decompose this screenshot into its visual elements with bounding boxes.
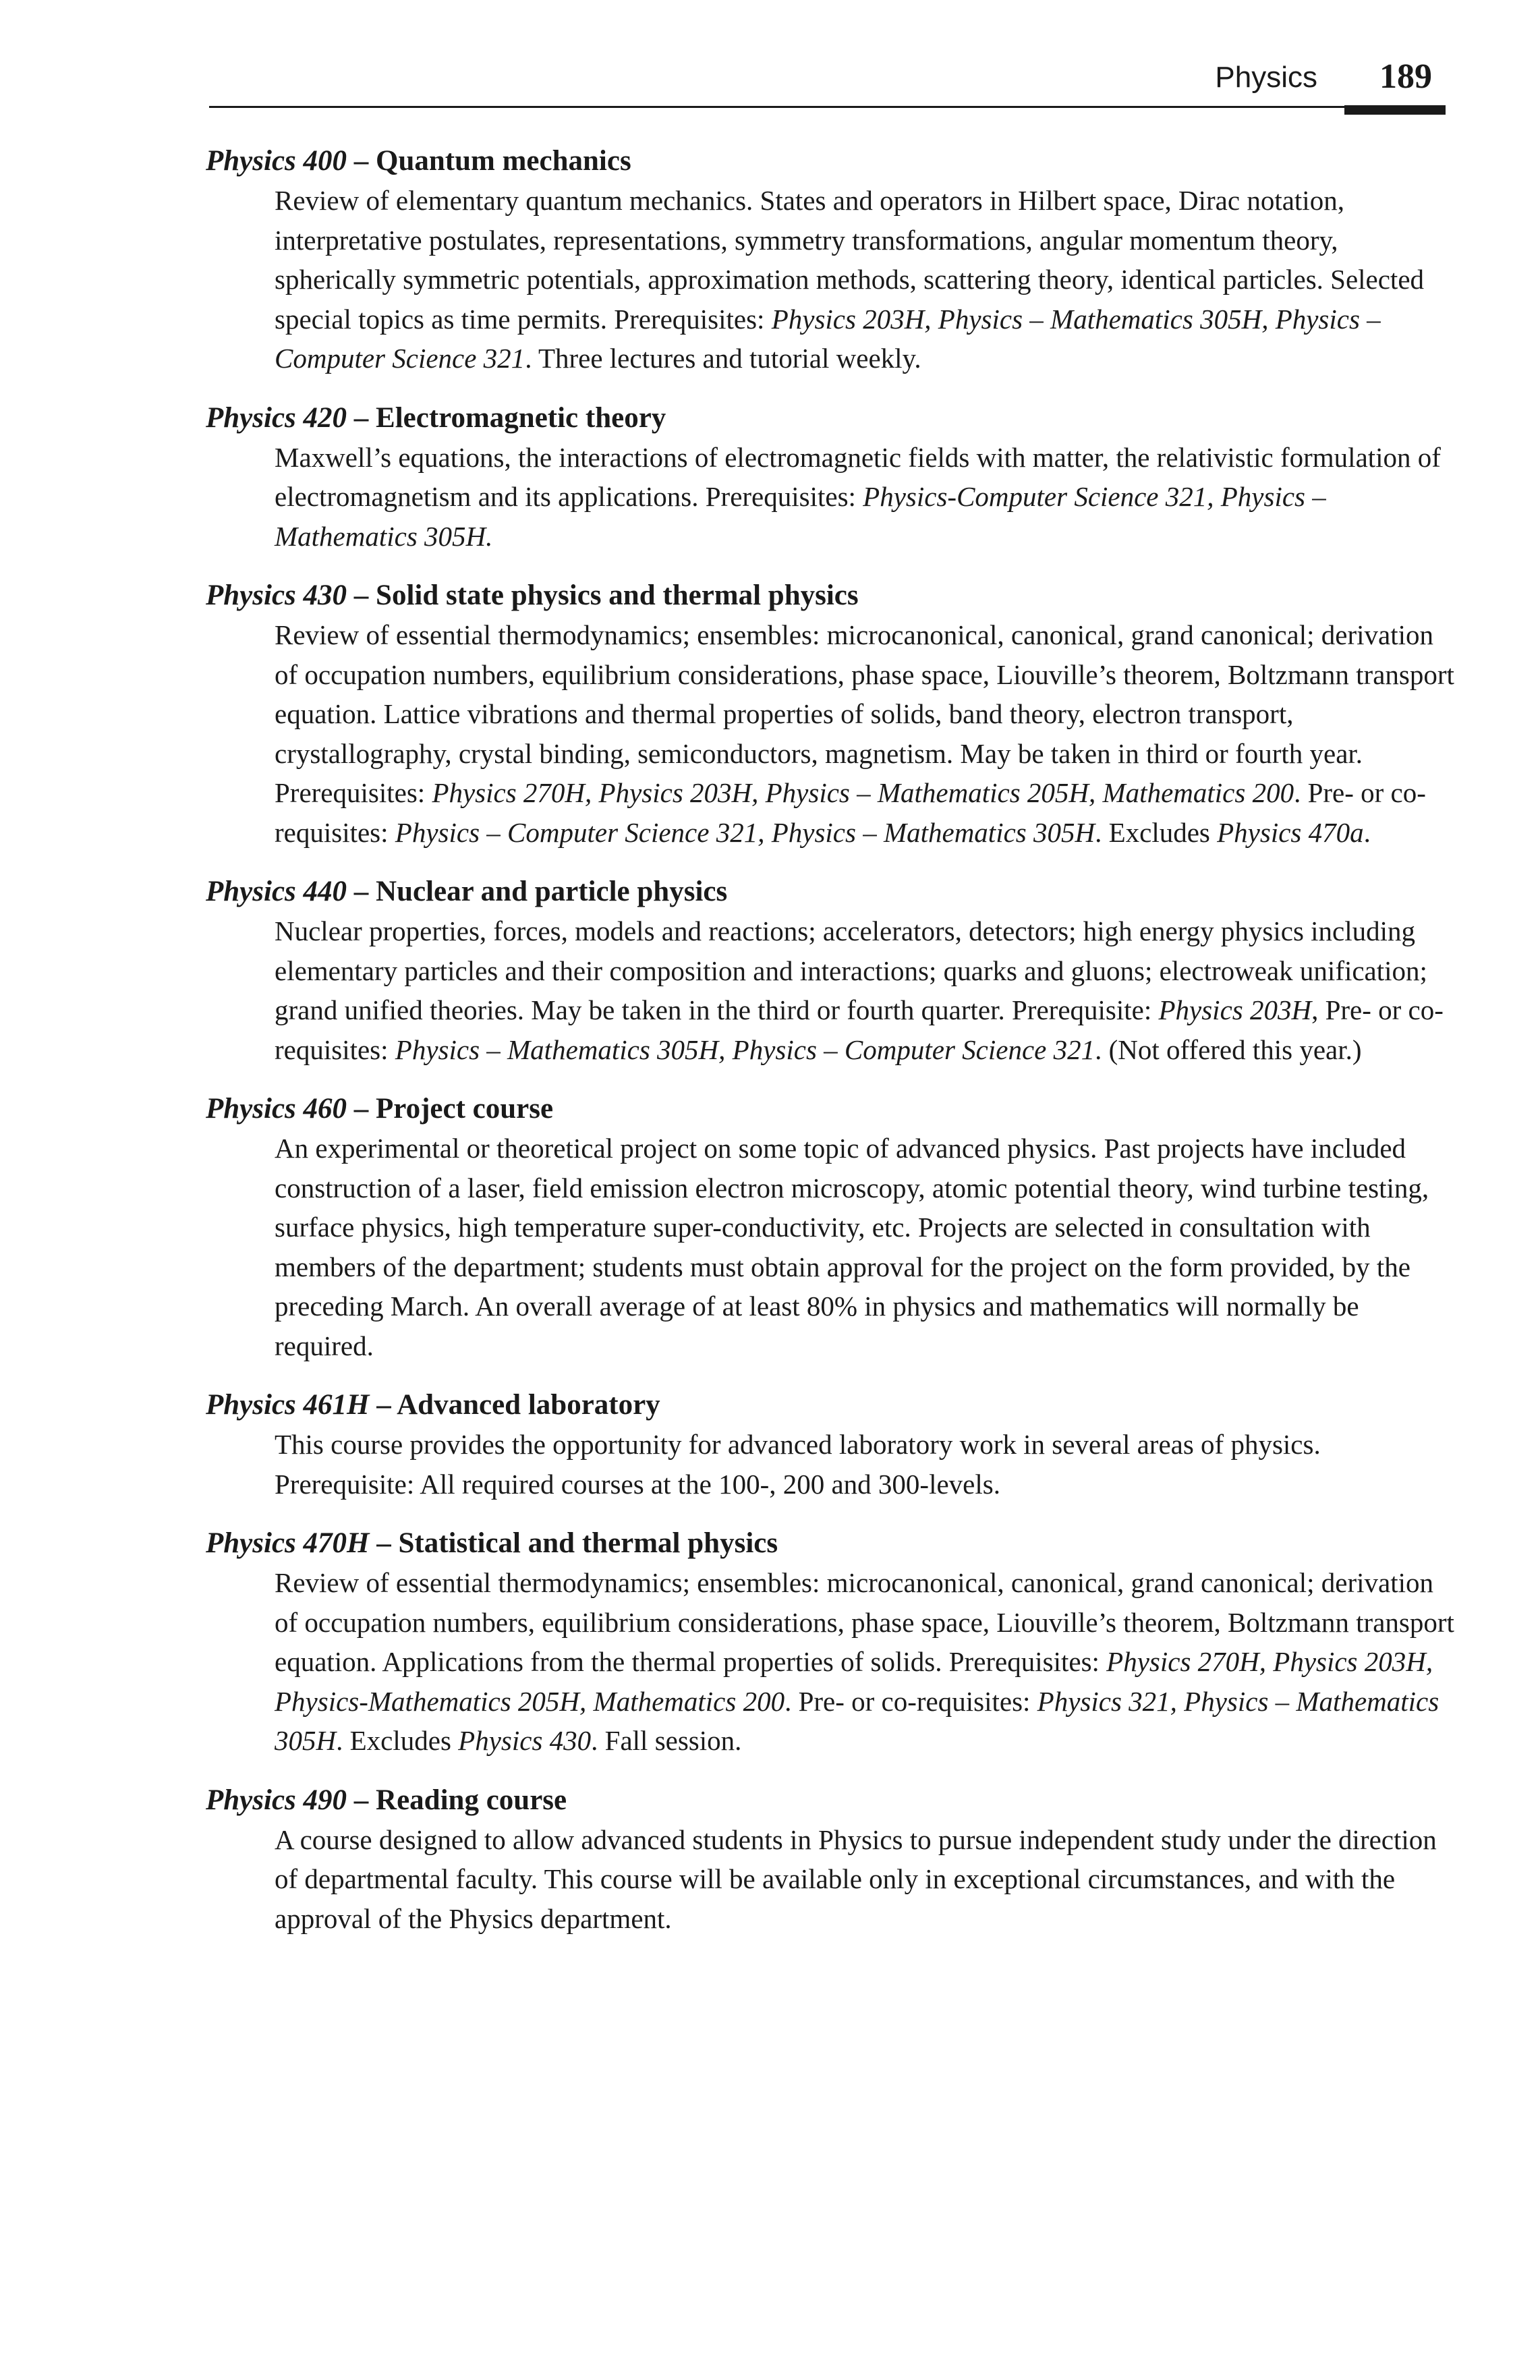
- course-reference: Physics 270H, Physics 203H, Physics-Mathematics 205H, Mathematics 200: [275, 1646, 1433, 1717]
- course-name: Solid state physics and thermal physics: [376, 579, 859, 611]
- course-title: [206, 1524, 1457, 1563]
- course-reference: Physics 203H, Physics – Mathematics 305H, Physics – Computer Science 321: [275, 303, 1381, 374]
- course-entry: [206, 142, 1457, 378]
- course-reference: Physics – Computer Science 321, Physics – Mathematics 305H: [395, 816, 1095, 848]
- course-reference: Physics 430: [458, 1725, 592, 1756]
- course-code: Physics 470H: [206, 1527, 370, 1559]
- description-text: Review of essential thermodynamics; ensembles: microcanonical, canonical, grand canonical; derivation of occupation numbers, equilibrium considerations, phase space, Liouville’s theorem, Boltzmann transport equation. Applications from the thermal properties of solids. Prerequisites:: [275, 1567, 1454, 1677]
- description-text: This course provides the opportunity for advanced laboratory work in several areas of physics. Prerequisite: All required courses at the 100-, 200 and 300-levels.: [275, 1429, 1321, 1500]
- course-code: Physics 400: [206, 145, 347, 177]
- course-reference: Physics 270H, Physics 203H, Physics – Mathematics 205H, Mathematics 200: [432, 777, 1294, 808]
- course-name: Advanced laboratory: [397, 1389, 660, 1421]
- course-entry: [206, 1781, 1457, 1939]
- description-text: . Three lectures and tutorial weekly.: [525, 343, 921, 374]
- course-description: [275, 1129, 1457, 1365]
- title-separator: –: [347, 1093, 376, 1125]
- course-code: Physics 440: [206, 876, 347, 907]
- course-entry: [206, 399, 1457, 557]
- description-text: . Pre- or co-requisites:: [275, 777, 1426, 848]
- course-entry: [206, 1386, 1457, 1504]
- title-separator: –: [347, 579, 376, 611]
- course-description: [275, 1563, 1457, 1761]
- course-title: [206, 576, 1457, 615]
- description-text: . Excludes: [1095, 816, 1218, 848]
- course-code: Physics 490: [206, 1784, 347, 1816]
- course-reference: Physics 203H: [1158, 994, 1312, 1025]
- description-text: A course designed to allow advanced students in Physics to pursue independent study under the direction of departmental faculty. This course will be available only in exceptional circumstances, and with the approval of the Physics department.: [275, 1823, 1437, 1934]
- course-title: [206, 1386, 1457, 1425]
- description-text: An experimental or theoretical project on some topic of advanced physics. Past projects have included construction of a laser, field emission electron microscopy, atomic potential theory, wind turbine testing, surface physics, high temperature super-conductivity, etc. Projects are selected in consultation with members of the department; students must obtain approval for the project on the form provided, by the preceding March. An overall average of at least 80% in physics and mathematics will normally be required.: [275, 1133, 1429, 1361]
- running-head: Physics: [1215, 61, 1317, 94]
- course-name: Project course: [376, 1093, 554, 1125]
- course-description: [275, 1425, 1457, 1504]
- description-text: .: [1363, 816, 1371, 848]
- course-name: Quantum mechanics: [376, 145, 631, 177]
- course-description: [275, 438, 1457, 557]
- description-text: Nuclear properties, forces, models and reactions; accelerators, detectors; high energy physics including elementary particles and their composition and interactions; quarks and gluons; electroweak unification; grand unified theories. May be taken in the third or fourth quarter. Prerequisite:: [275, 915, 1427, 1025]
- course-name: Statistical and thermal physics: [398, 1527, 778, 1559]
- course-title: [206, 872, 1457, 911]
- course-description: [275, 615, 1457, 852]
- course-reference: Physics 470a: [1217, 816, 1364, 848]
- description-text: . (Not offered this year.): [1095, 1033, 1362, 1065]
- title-separator: –: [347, 876, 376, 907]
- title-separator: –: [347, 145, 376, 177]
- title-separator: –: [369, 1527, 399, 1559]
- course-description: [275, 911, 1457, 1069]
- title-separator: –: [347, 401, 376, 434]
- course-title: [206, 1089, 1457, 1129]
- course-code: Physics 460: [206, 1093, 347, 1125]
- description-text: Review of elementary quantum mechanics. States and operators in Hilbert space, Dirac notation, interpretative postulates, representations, symmetry transformations, angular momentum theory, spherically symmetric potentials, approximation methods, scattering theory, identical particles. Selected special topics as time permits. Prerequisites:: [275, 185, 1425, 335]
- description-text: . Fall session.: [591, 1725, 742, 1756]
- course-entry: [206, 872, 1457, 1069]
- header-rule: [209, 106, 1446, 108]
- course-entry: [206, 1089, 1457, 1365]
- course-title: [206, 399, 1457, 438]
- course-list: [206, 142, 1457, 1958]
- page-number: 189: [1379, 57, 1432, 96]
- course-reference: Physics 321, Physics – Mathematics 305H: [275, 1685, 1439, 1756]
- course-name: Nuclear and particle physics: [376, 876, 728, 907]
- header-tab-marker: [1344, 105, 1446, 115]
- course-name: Electromagnetic theory: [376, 401, 666, 434]
- course-name: Reading course: [376, 1784, 567, 1816]
- course-reference: Physics-Computer Science 321, Physics – Mathematics 305H.: [275, 481, 1326, 552]
- description-text: . Pre- or co-requisites:: [785, 1685, 1037, 1717]
- course-description: [275, 1820, 1457, 1939]
- description-text: , Pre- or co-requisites:: [275, 994, 1444, 1065]
- course-reference: Physics – Mathematics 305H, Physics – Computer Science 321: [395, 1033, 1095, 1065]
- course-entry: [206, 576, 1457, 852]
- description-text: Maxwell’s equations, the interactions of electromagnetic fields with matter, the relativistic formulation of electromagnetism and its applications. Prerequisites:: [275, 441, 1441, 512]
- course-entry: [206, 1524, 1457, 1761]
- description-text: . Excludes: [336, 1725, 459, 1756]
- title-separator: –: [347, 1784, 376, 1816]
- course-code: Physics 430: [206, 579, 347, 611]
- course-code: Physics 461H: [206, 1389, 370, 1421]
- course-title: [206, 142, 1457, 181]
- course-title: [206, 1781, 1457, 1820]
- page-header: [209, 54, 1446, 108]
- course-code: Physics 420: [206, 401, 347, 434]
- description-text: Review of essential thermodynamics; ensembles: microcanonical, canonical, grand canonical; derivation of occupation numbers, equilibrium considerations, phase space, Liouville’s theorem, Boltzmann transport equation. Lattice vibrations and thermal properties of solids, band theory, electron transport, crystallography, crystal binding, semiconductors, magnetism. May be taken in third or fourth year. Prerequisites:: [275, 619, 1454, 808]
- course-description: [275, 181, 1457, 378]
- title-separator: –: [369, 1389, 397, 1421]
